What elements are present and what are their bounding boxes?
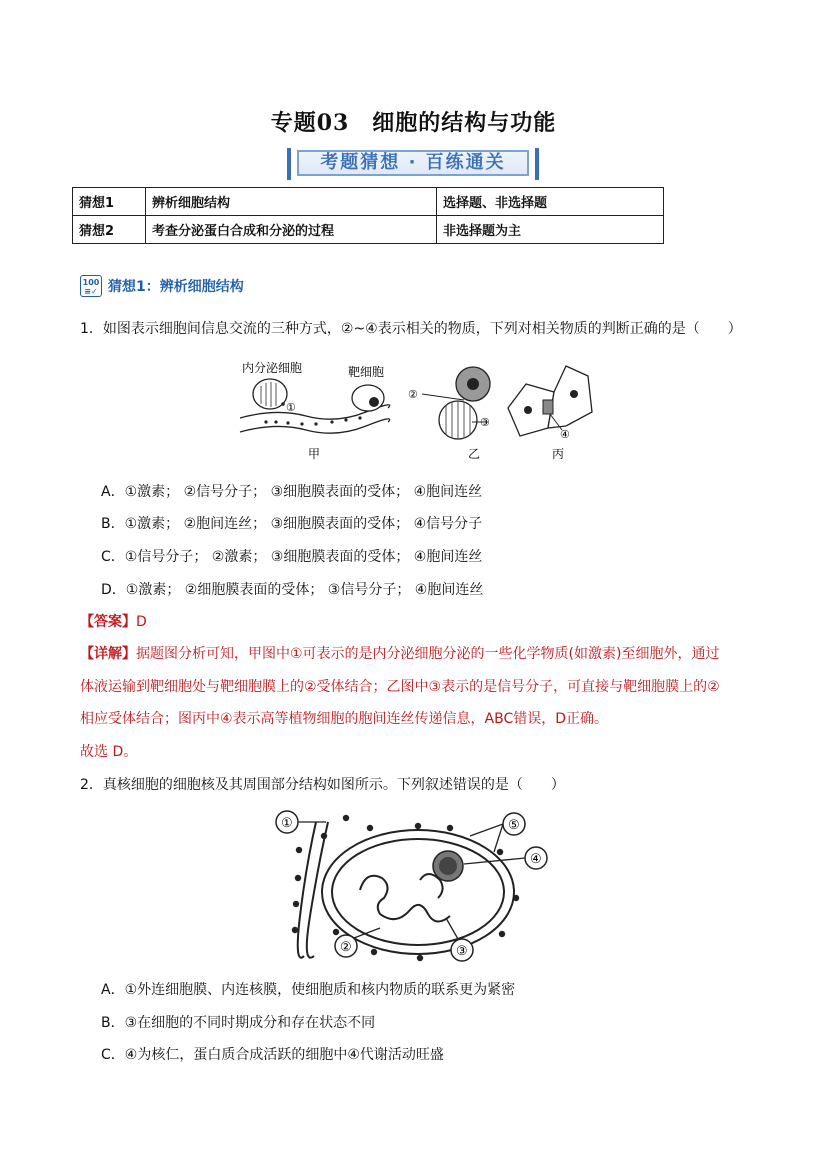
- banner: [287, 148, 539, 180]
- banner-text: 考题猜想 · 百练通关: [320, 152, 506, 173]
- table-row: [73, 216, 664, 244]
- ribosome: [447, 825, 453, 831]
- pointer-n4: [464, 858, 525, 864]
- plant-nucleus: [524, 406, 532, 414]
- label-yi: 乙: [468, 447, 481, 461]
- secreted-particle: [281, 402, 285, 406]
- blood-particle: [286, 421, 289, 424]
- ribosome: [499, 931, 505, 937]
- answer: [80, 611, 147, 631]
- conclusion: 故选 D。: [80, 744, 138, 760]
- plasmodesma: [543, 400, 553, 414]
- ribosome: [292, 927, 298, 933]
- blood-particle: [358, 416, 361, 419]
- table-cell: 猜想1: [73, 188, 146, 216]
- label-target: 靶细胞: [348, 365, 385, 379]
- ribosome: [497, 849, 503, 855]
- ribosome: [417, 955, 423, 961]
- label-n3: ③: [480, 416, 490, 429]
- blood-particle: [274, 420, 277, 423]
- banner-right-bar: [535, 148, 539, 180]
- score-icon: 100 ≡✓: [80, 275, 102, 297]
- ribosome: [293, 901, 299, 907]
- pointer-n3: [446, 918, 458, 939]
- question-2-stem: 2．真核细胞的细胞核及其周围部分结构如图所示。下列叙述错误的是（ ）: [80, 777, 565, 793]
- blood-particle: [344, 418, 347, 421]
- section-heading: [80, 275, 244, 297]
- pointer-n5: [470, 824, 503, 836]
- label-n2: ②: [340, 940, 352, 955]
- plant-nucleus: [570, 390, 578, 398]
- label-endocrine: 内分泌细胞: [242, 361, 303, 375]
- label-bing: 丙: [552, 447, 565, 461]
- pointer-n2: [422, 394, 464, 400]
- label-n1: ①: [281, 816, 293, 831]
- label-n3: ③: [456, 944, 468, 959]
- detail-line-1: [80, 643, 719, 663]
- nuclear-envelope-inner: [332, 839, 504, 945]
- option-a: A．①激素； ②信号分子； ③细胞膜表面的受体； ④胞间连丝: [101, 484, 483, 500]
- ribosome: [321, 833, 327, 839]
- target-cell: [352, 385, 384, 411]
- ribosome: [333, 929, 339, 935]
- blood-particle: [300, 422, 303, 425]
- label-n5: ⑤: [508, 818, 520, 833]
- table-cell: 选择题、非选择题: [437, 188, 664, 216]
- section-heading-text: 猜想1：辨析细胞结构: [108, 279, 244, 295]
- table-row: [73, 188, 664, 216]
- question-1-stem: 1．如图表示细胞间信息交流的三种方式，②~④表示相关的物质，下列对相关物质的判断正确的是（ ）: [80, 321, 742, 337]
- figure-nucleus: [270, 806, 560, 968]
- nucleolus-core: [439, 857, 457, 875]
- option-d: D．①激素； ②细胞膜表面的受体； ③信号分子； ④胞间连丝: [101, 582, 484, 598]
- pointer-n5: [494, 824, 503, 852]
- table-cell: 考查分泌蛋白合成和分泌的过程: [146, 216, 437, 244]
- q2-option-b: B．③在细胞的不同时期成分和存在状态不同: [101, 1015, 376, 1031]
- ribosome: [296, 847, 302, 853]
- table-cell: 猜想2: [73, 216, 146, 244]
- option-b: B．①激素； ②胞间连丝； ③细胞膜表面的受体； ④信号分子: [101, 516, 483, 532]
- ribosome: [415, 823, 421, 829]
- target-nucleus: [369, 397, 379, 407]
- ribosome: [513, 895, 519, 901]
- er-membrane: [307, 822, 328, 958]
- figure-cell-communication: [236, 356, 596, 464]
- page-title: 专题03 细胞的结构与功能: [270, 110, 557, 136]
- blood-particle: [264, 420, 267, 423]
- detail-line-3: 相应受体结合；图丙中④表示高等植物细胞的胞间连丝传递信息，ABC错误，D正确。: [80, 711, 609, 727]
- q2-option-a: A．①外连细胞膜、内连核膜，使细胞质和核内物质的联系更为紧密: [101, 982, 516, 998]
- detail-text: 据题图分析可知，甲图中①可表示的是内分泌细胞分泌的一些化学物质(如激素)至细胞外，通过: [136, 646, 720, 662]
- ribosome: [371, 949, 377, 955]
- option-c: C．①信号分子； ②激素； ③细胞膜表面的受体； ④胞间连丝: [101, 549, 483, 565]
- vessel-lower: [240, 419, 390, 433]
- ribosome: [367, 825, 373, 831]
- answer-label: 【答案】: [80, 614, 136, 630]
- ribosome: [295, 875, 301, 881]
- label-n4: ④: [560, 428, 570, 441]
- plant-cell-right: [548, 366, 592, 428]
- detail-line-2: 体液运输到靶细胞处与靶细胞膜上的②受体结合；乙图中③表示的是信号分子，可直接与靶细胞膜上的②: [80, 679, 720, 695]
- detail-label: 【详解】: [80, 646, 136, 662]
- label-n2: ②: [408, 388, 418, 401]
- signal-nucleus: [467, 378, 479, 390]
- label-n1: ①: [286, 401, 296, 414]
- q2-option-c: C．④为核仁，蛋白质合成活跃的细胞中④代谢活动旺盛: [101, 1047, 444, 1063]
- label-n4: ④: [530, 852, 542, 867]
- blood-particle: [330, 420, 333, 423]
- ribosome: [343, 815, 349, 821]
- table-cell: 辨析细胞结构: [146, 188, 437, 216]
- blood-particle: [314, 422, 317, 425]
- chromatin: [360, 876, 450, 922]
- label-jia: 甲: [308, 447, 321, 461]
- answer-value: D: [136, 614, 147, 630]
- table-cell: 非选择题为主: [437, 216, 664, 244]
- guess-table: [72, 187, 664, 244]
